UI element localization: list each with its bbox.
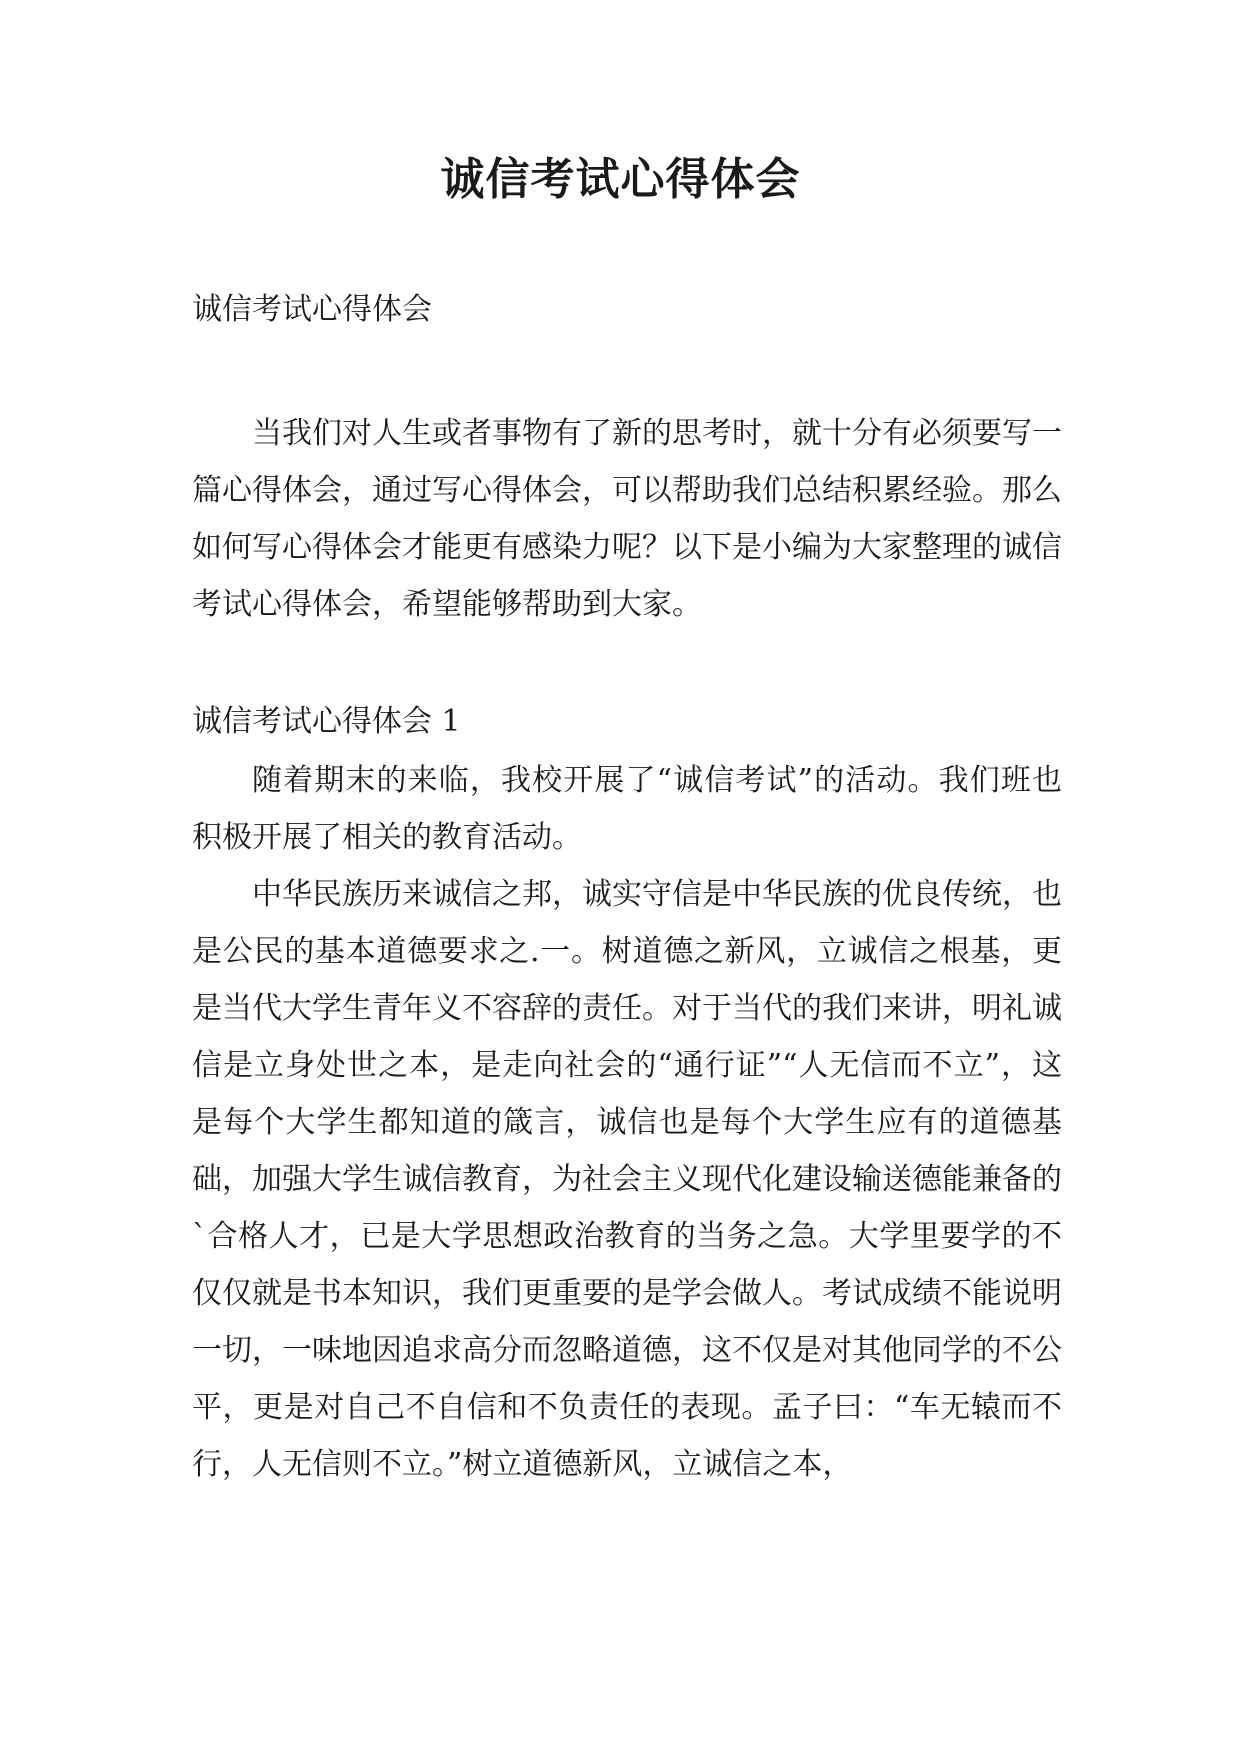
- document-subtitle: 诚信考试心得体会: [192, 292, 432, 327]
- body-paragraph: 中华民族历来诚信之邦，诚实守信是中华民族的优良传统，也是公民的基本道德要求之.一。树道德之新风，立诚信之根基，更是当代大学生青年义不容辞的责任。对于当代的我们来讲，明礼诚信是立身处世之本，是走向社会的“通行证”“人无信而不立”，这是每个大学生都知道的箴言，诚信也是每个大学生应有的道德基础，加强大学生诚信教育，为社会主义现代化建设输送德能兼备的`合格人才，已是大学思想政治教育的当务之急。大学里要学的不仅仅就是书本知识，我们更重要的是学会做人。考试成绩不能说明一切，一味地因追求高分而忽略道德，这不仅是对其他同学的不公平，更是对自己不自信和不负责任的表现。孟子曰：“车无辕而不行，人无信则不立。”树立道德新风，立诚信之本，: [192, 877, 1062, 1482]
- document-title: 诚信考试心得体会: [440, 154, 801, 205]
- body-paragraph: 随着期末的来临，我校开展了“诚信考试”的活动。我们班也积极开展了相关的教育活动。: [192, 763, 1062, 855]
- section-heading: 诚信考试心得体会 1: [192, 704, 461, 739]
- intro-paragraph: 当我们对人生或者事物有了新的思考时，就十分有必须要写一篇心得体会，通过写心得体会，可以帮助我们总结积累经验。那么如何写心得体会才能更有感染力呢？以下是小编为大家整理的诚信考试心得体会，希望能够帮助到大家。: [192, 416, 1062, 622]
